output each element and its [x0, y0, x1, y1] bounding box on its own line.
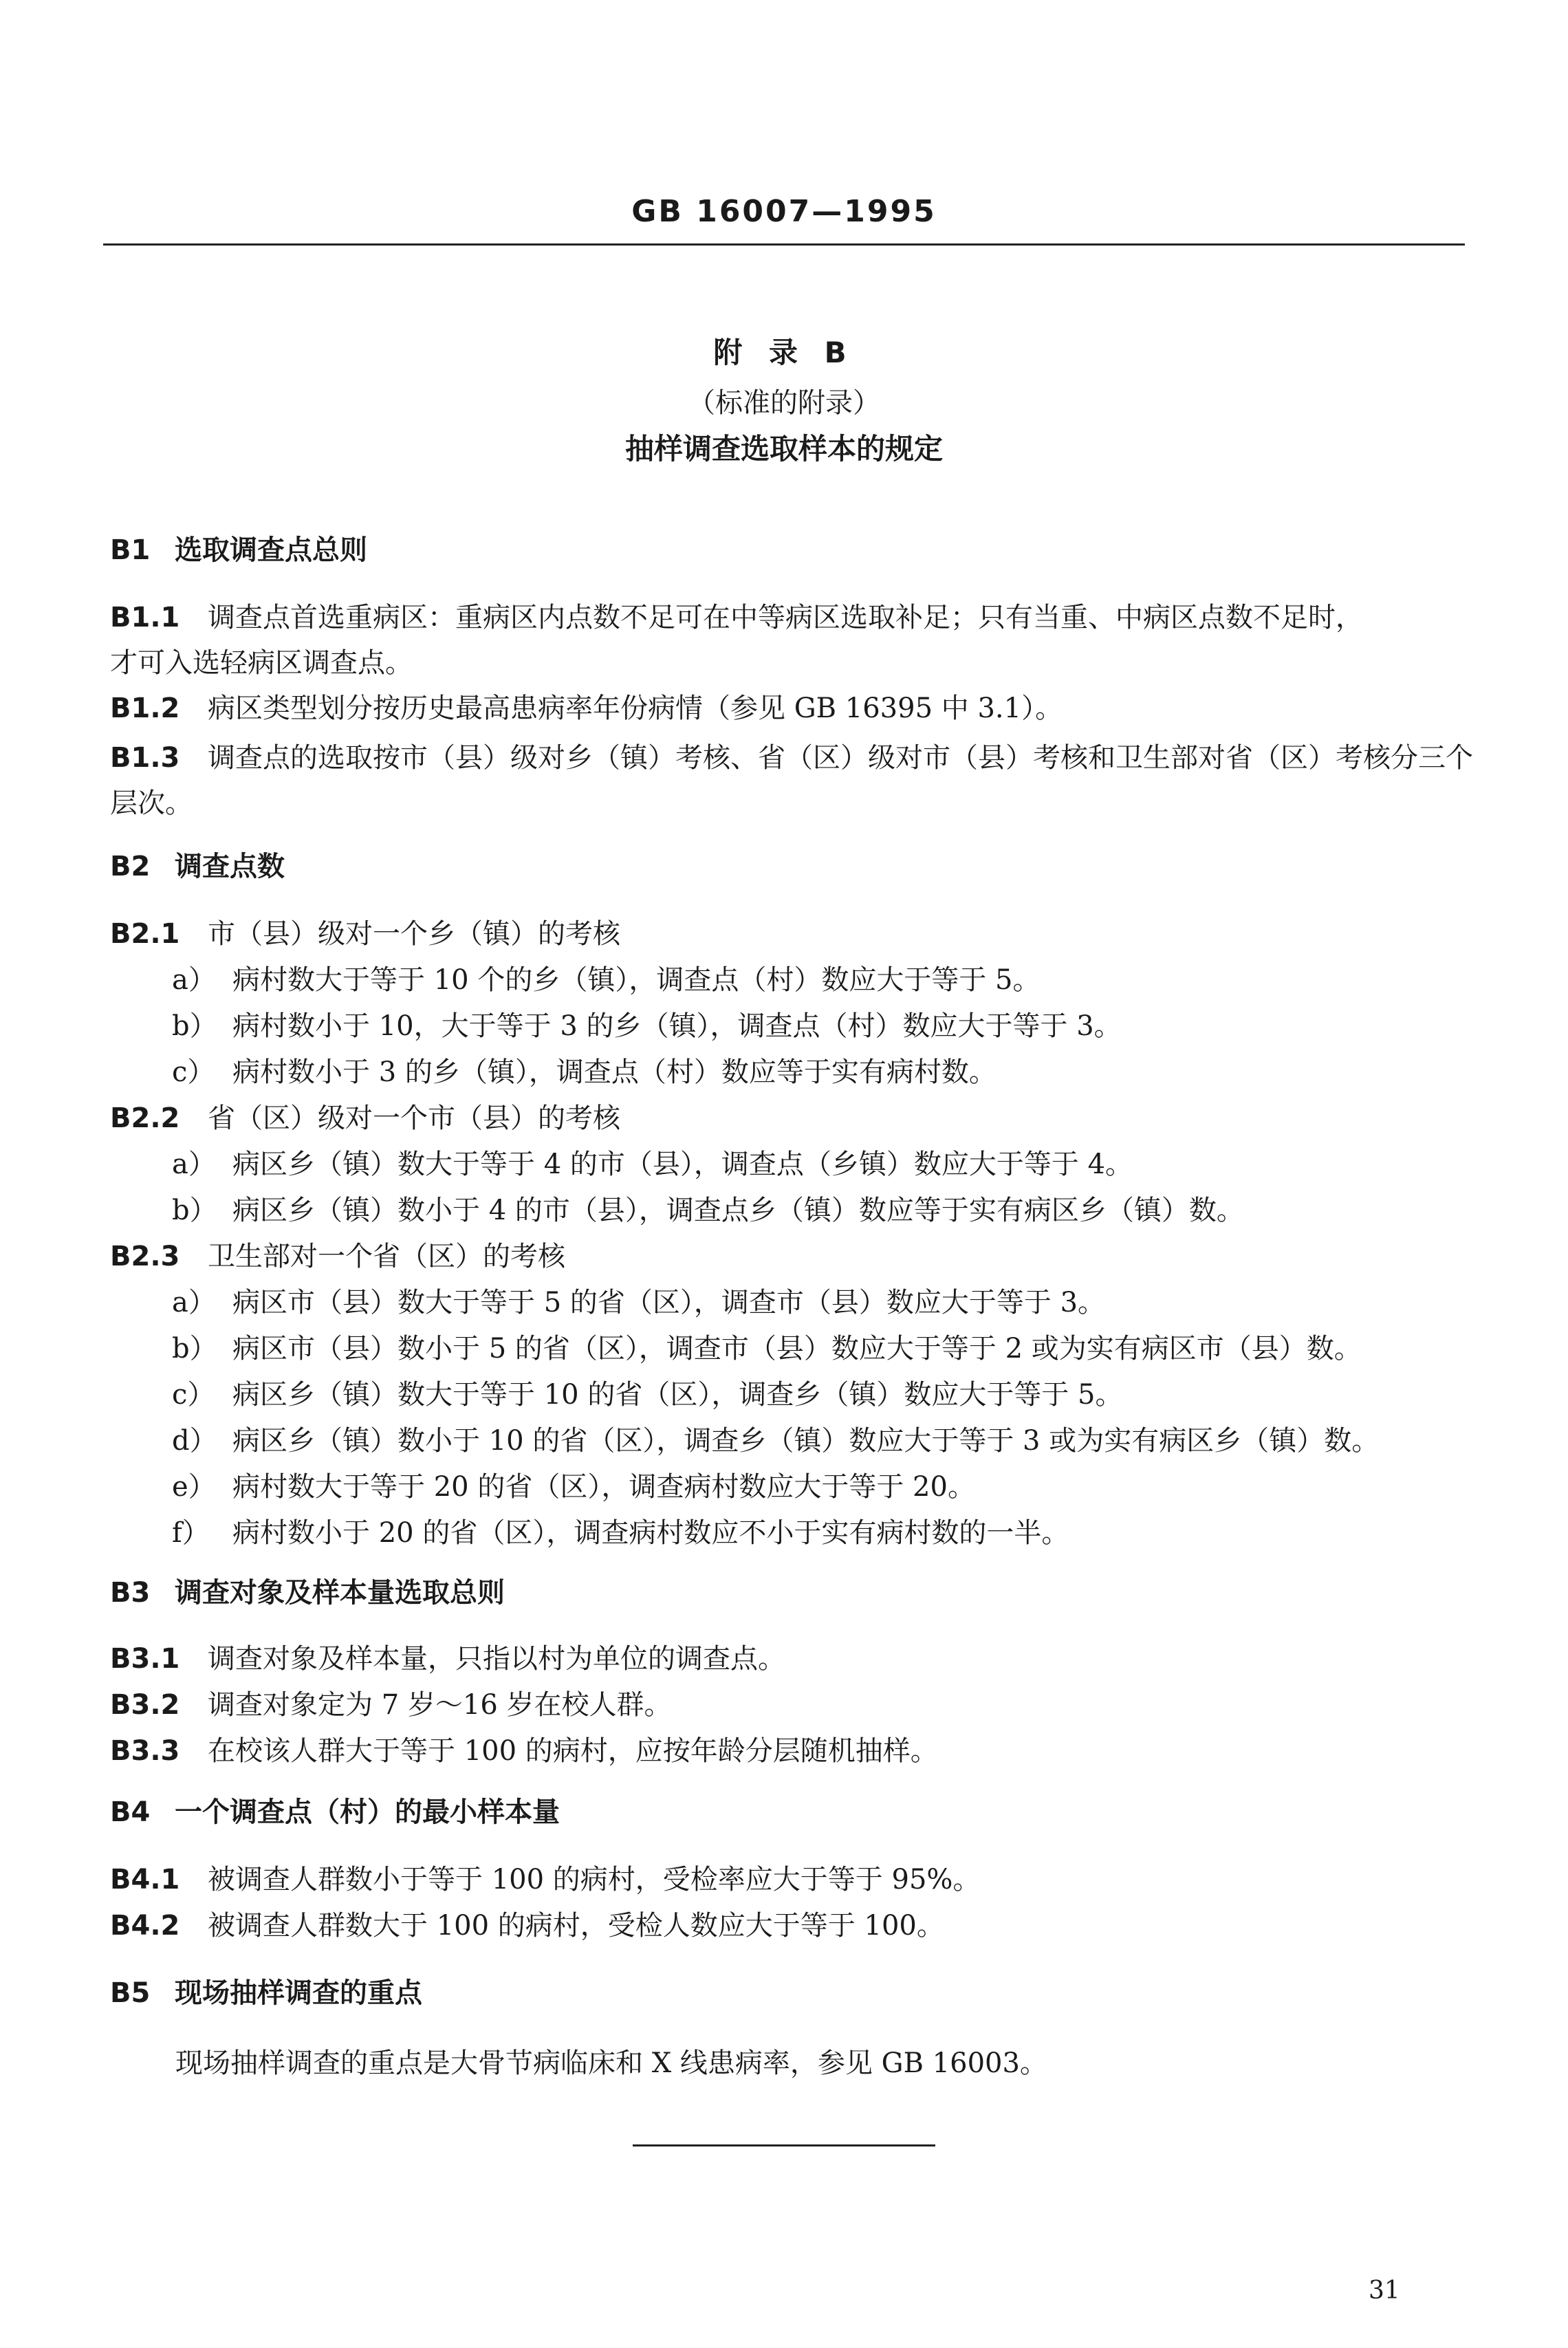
clause-text: 市（县）级对一个乡（镇）的考核 [208, 918, 620, 950]
clause-b3-1 [110, 1640, 785, 1678]
clause-text: 调查对象及样本量，只指以村为单位的调查点。 [208, 1643, 785, 1675]
clause-number: B1.3 [110, 742, 180, 774]
list-item [172, 1145, 1133, 1184]
list-label: c） [172, 1056, 215, 1088]
clause-b2-2 [110, 1099, 620, 1138]
section-b5-paragraph: 现场抽样调查的重点是大骨节病临床和 X 线患病率，参见 GB 16003。 [175, 2047, 1047, 2079]
clause-text: 在校该人群大于等于 100 的病村，应按年龄分层随机抽样。 [208, 1735, 938, 1767]
list-item [172, 1468, 975, 1506]
list-text: 病村数小于 3 的乡（镇），调查点（村）数应等于实有病村数。 [232, 1056, 997, 1088]
clause-number: B1.1 [110, 602, 180, 633]
clause-number: B3.3 [110, 1735, 180, 1767]
section-number: B5 [110, 1977, 151, 2009]
list-text: 病区市（县）数大于等于 5 的省（区），调查市（县）数应大于等于 3。 [232, 1287, 1106, 1318]
clause-b3-3 [110, 1732, 938, 1770]
clause-number: B2.1 [110, 918, 180, 950]
section-b4-heading [110, 1793, 560, 1831]
clause-number: B3.2 [110, 1689, 180, 1721]
clause-number: B2.2 [110, 1102, 180, 1134]
document-header: GB 16007—1995 [631, 194, 937, 229]
list-item [172, 1514, 1069, 1552]
list-text: 病区乡（镇）数大于等于 4 的市（县），调查点（乡镇）数应大于等于 4。 [232, 1149, 1133, 1180]
clause-text: 省（区）级对一个市（县）的考核 [208, 1102, 620, 1134]
list-label: d） [172, 1425, 217, 1457]
clause-b1-1 [110, 598, 1363, 637]
clause-number: B3.1 [110, 1643, 180, 1675]
list-text: 病区乡（镇）数小于 4 的市（县），调查点乡（镇）数应等于实有病区乡（镇）数。 [232, 1195, 1244, 1226]
list-text: 病村数大于等于 20 的省（区），调查病村数应大于等于 20。 [232, 1471, 975, 1503]
section-b1-heading [110, 531, 367, 569]
list-text: 病区乡（镇）数大于等于 10 的省（区），调查乡（镇）数应大于等于 5。 [232, 1379, 1123, 1411]
end-rule [633, 2144, 935, 2146]
appendix-subtitle: （标准的附录） [688, 387, 880, 419]
list-label: b） [172, 1010, 217, 1042]
list-label: c） [172, 1379, 215, 1411]
list-text: 病村数小于 10，大于等于 3 的乡（镇），调查点（村）数应大于等于 3。 [232, 1010, 1122, 1042]
section-b5-heading [110, 1974, 422, 2012]
clause-text: 调查点首选重病区：重病区内点数不足可在中等病区选取补足；只有当重、中病区点数不足时， [208, 602, 1363, 633]
header-rule [103, 243, 1465, 246]
clause-number: B4.1 [110, 1864, 180, 1895]
list-text: 病村数大于等于 10 个的乡（镇），调查点（村）数应大于等于 5。 [232, 964, 1041, 996]
list-text: 病区市（县）数小于 5 的省（区），调查市（县）数应大于等于 2 或为实有病区市（县）数。 [232, 1333, 1362, 1365]
section-b2-heading [110, 847, 285, 886]
list-label: b） [172, 1333, 217, 1365]
list-label: f） [172, 1517, 210, 1549]
clause-text: 调查对象定为 7 岁～16 岁在校人群。 [208, 1689, 672, 1721]
clause-b2-1 [110, 915, 620, 953]
page-number: 31 [1369, 2276, 1400, 2305]
list-label: a） [172, 1149, 216, 1180]
list-item [172, 1053, 997, 1091]
clause-number: B2.3 [110, 1241, 180, 1272]
clause-text: 病区类型划分按历史最高患病率年份病情（参见 GB 16395 中 3.1）。 [208, 693, 1063, 724]
clause-b1-2 [110, 689, 1063, 728]
clause-number: B1.2 [110, 693, 180, 724]
list-item [172, 1329, 1362, 1368]
section-number: B3 [110, 1577, 151, 1609]
clause-b1-3 [110, 739, 1473, 777]
list-item [172, 1422, 1379, 1460]
list-text: 病区乡（镇）数小于 10 的省（区），调查乡（镇）数应大于等于 3 或为实有病区乡（镇）数。 [232, 1425, 1380, 1457]
clause-text: 被调查人群数大于 100 的病村，受检人数应大于等于 100。 [208, 1910, 944, 1942]
list-label: b） [172, 1195, 217, 1226]
list-item [172, 1191, 1244, 1230]
appendix-title: 附 录 B [713, 336, 855, 369]
clause-text: 卫生部对一个省（区）的考核 [208, 1241, 565, 1272]
clause-b3-2 [110, 1686, 672, 1724]
list-label: a） [172, 1287, 216, 1318]
clause-text: 调查点的选取按市（县）级对乡（镇）考核、省（区）级对市（县）考核和卫生部对省（区）考核分三个 [208, 742, 1473, 774]
list-label: a） [172, 964, 216, 996]
list-item [172, 1007, 1122, 1045]
list-item [172, 1283, 1105, 1322]
section-title: 一个调查点（村）的最小样本量 [175, 1796, 560, 1828]
section-title: 调查对象及样本量选取总则 [175, 1577, 505, 1609]
list-item [172, 1376, 1123, 1414]
clause-b1-3-continued: 层次。 [110, 787, 193, 819]
clause-text: 被调查人群数小于等于 100 的病村，受检率应大于等于 95%。 [208, 1864, 981, 1895]
section-number: B4 [110, 1796, 151, 1828]
clause-b1-1-continued: 才可入选轻病区调查点。 [110, 647, 413, 679]
clause-b4-1 [110, 1860, 980, 1899]
list-label: e） [172, 1471, 216, 1503]
section-title: 调查点数 [175, 851, 285, 882]
section-number: B1 [110, 534, 151, 566]
section-number: B2 [110, 851, 151, 882]
section-title: 现场抽样调查的重点 [175, 1977, 422, 2009]
section-title: 选取调查点总则 [175, 534, 367, 566]
list-text: 病村数小于 20 的省（区），调查病村数应不小于实有病村数的一半。 [232, 1517, 1069, 1549]
appendix-heading: 抽样调查选取样本的规定 [624, 432, 943, 466]
clause-b4-2 [110, 1906, 944, 1945]
section-b3-heading [110, 1574, 505, 1612]
clause-number: B4.2 [110, 1910, 180, 1942]
clause-b2-3 [110, 1237, 565, 1276]
list-item [172, 961, 1041, 999]
